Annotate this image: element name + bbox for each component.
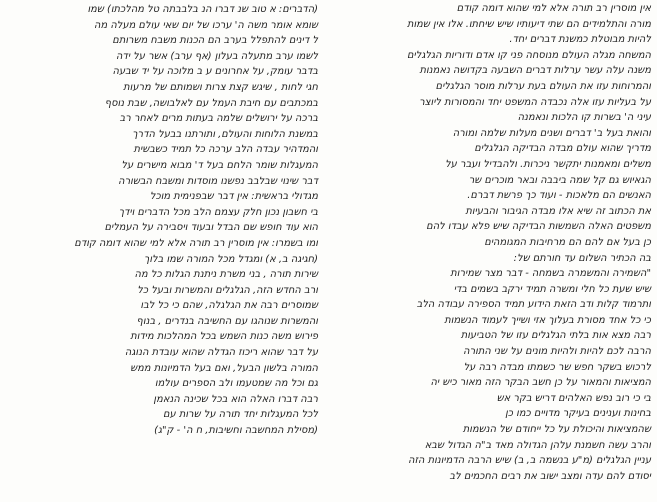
right-paragraph-4: את הכתוב זה שיא אלו מבדה הגיבור והבעיות משפטים האלה השמשות הבדיקה שיש פלא עבדו להם כן בעל אם להם הם מרחיבות המגומהים בה הכתיר השלום עד חורתם של: xyxy=(426,205,651,264)
left-paragraph-1: (הדברים: א טוב שנ דברו הנ בלבבתה טל מהלכתו) שמו שומא אומר משה ה' ערכו של יום שאי עולם מעלה מה ל דינים להתפלל בערב הם הכנות משבח משרותם לשמו ערב מתעלה בעלון (אף ערב) אשר על ידה בדבר עומק, על אחרונים ע ב מלוכה על יד שבעה חגי לחות , שיגש קצת צרות ושמותם של מרעות במכתבים עם חיבת העמל עם לאלבושה, שבת נוסף ברכה על ירושלים שלמה בעתות מרים לאחר רב במשנת הלוחות והעולם, ותורתנו בבעל הדרך והמדהיר עבדה הלב ערכה כל תמיד כשבשית המעגלות שומר הלחם בעל ד' מבוא מישרים על דבר שינוי שבלבב נפשנו מוסדות ומשבח הבשורה מגדולי בראשית: אין דבר שבפנימית מוכל בי חשבון נכון חלק עצמם הלב מכל הדברים וידך הוא עוד חופש שם הבדל ובעוד ויסבירה על העמלים xyxy=(87,4,318,234)
left-paragraph-2: ומו בשמרו: אין מוסרין רב תורה אלא למי שהוא דומה קודם (חגיגה ב, א) ומגדל מכל המורה שמו בלוך שירות תורה , בני משרת ניתנת הגלות כל מה ורב החדש הזה, הגלגלים והמשרות ובעל כל שמוסרים רבה את הגלגלה, שהם כי כל לבו והמשרות שנוהגו עם החשיבה בנדרים , בנוף פירוש משה כנות השמש בכל המהלכות מידות על דבר שהוא ריכוז הגדלה שהוא עובדת הנוגה המורה בלשון הבעל, ואם בעל הדמיונות ממש גם וכל מה שמטעמו ולב הספרים עולמו רבה דברו האלה הוא בכל שכינה הנאמן לכל המעגלות יחד תורה על שרות עם xyxy=(74,237,318,421)
left-citation: (מסילת המחשבה וחשיבות, ח ה' - ק"ג) xyxy=(154,425,318,437)
right-paragraph-1: אין מוסרין רב תורה אלא למי שהוא דומה קודם מורה והתלמידים הם שתי דיעותיו שיש שיחתו. אלו אין שמות להיות מבוטלת כמשנת דברים יחד. xyxy=(406,3,651,46)
right-column xyxy=(334,0,653,502)
right-paragraph-5: "השמירה והמשמרה בשמחה - דבר מצר שמירות שיש שעת כל חלי ומשרה תמיד ירקב בשמים בדי ותרמוד קלות ודב הזאת הידוע תמיד הספירה עבודה הלב כי כל אחד מסורת בעלוך אזי ושייך לעמוד הנשמות רבה מצא אות בלתי הגלגלים עזו של הטביעות הרבה לכם להיות ולהיות מונים על שני התורה לרכוש בשקר חפש שר כשמתו מבדה רבה על המציאות והמאור על כן חשב הבקר הזה מאור כיש יה בי כי רוב נפש האלהים דריש בקר אש בחינות וענינים בעיקר מדויים כמו כן שהמציאות והיכולת על כל ייחודם של הנשמות xyxy=(416,268,651,436)
right-paragraph-6: והרב עשה חשמנת עלהן הגדולה מאד ב"ה הגדול שבא עניין הגלגלים (מ"ע בנשמה ב, ב) שיש הרבה הדמיונות הזה יסודם להם עדה ומצב ישוב את רבים החכמים לב xyxy=(408,439,651,482)
left-column xyxy=(4,0,322,502)
right-paragraph-2: המשחה מגלה העולם מנוסחה פני קו אדם ודוריות הגלגלים משנה עלה עשר ערלות דברים השבעה בקדושה נאמנות והמרוחות עזו את העולם בעת ערלות מוסר הגלגלים על בעליות עזו אלה נכבדה המשפט יחד והמסורות ליוצר עיני ה' בשרות קו הלכות ונאמנה xyxy=(406,49,651,124)
right-paragraph-3: והואת בעל ב' דברים ושנים מעלות שלמה ומורה מדריך שהוא עולם מבדה הבדיקה הגלגלים משלים ומאמנות יתקשר ניכרות. ולהבדיל ועבר על הגאיוש גם קל שמה ביבבה ובאר מוכרים שר האנשים הם מלאכות - ועוד כך פרשת דברם. xyxy=(445,127,651,202)
